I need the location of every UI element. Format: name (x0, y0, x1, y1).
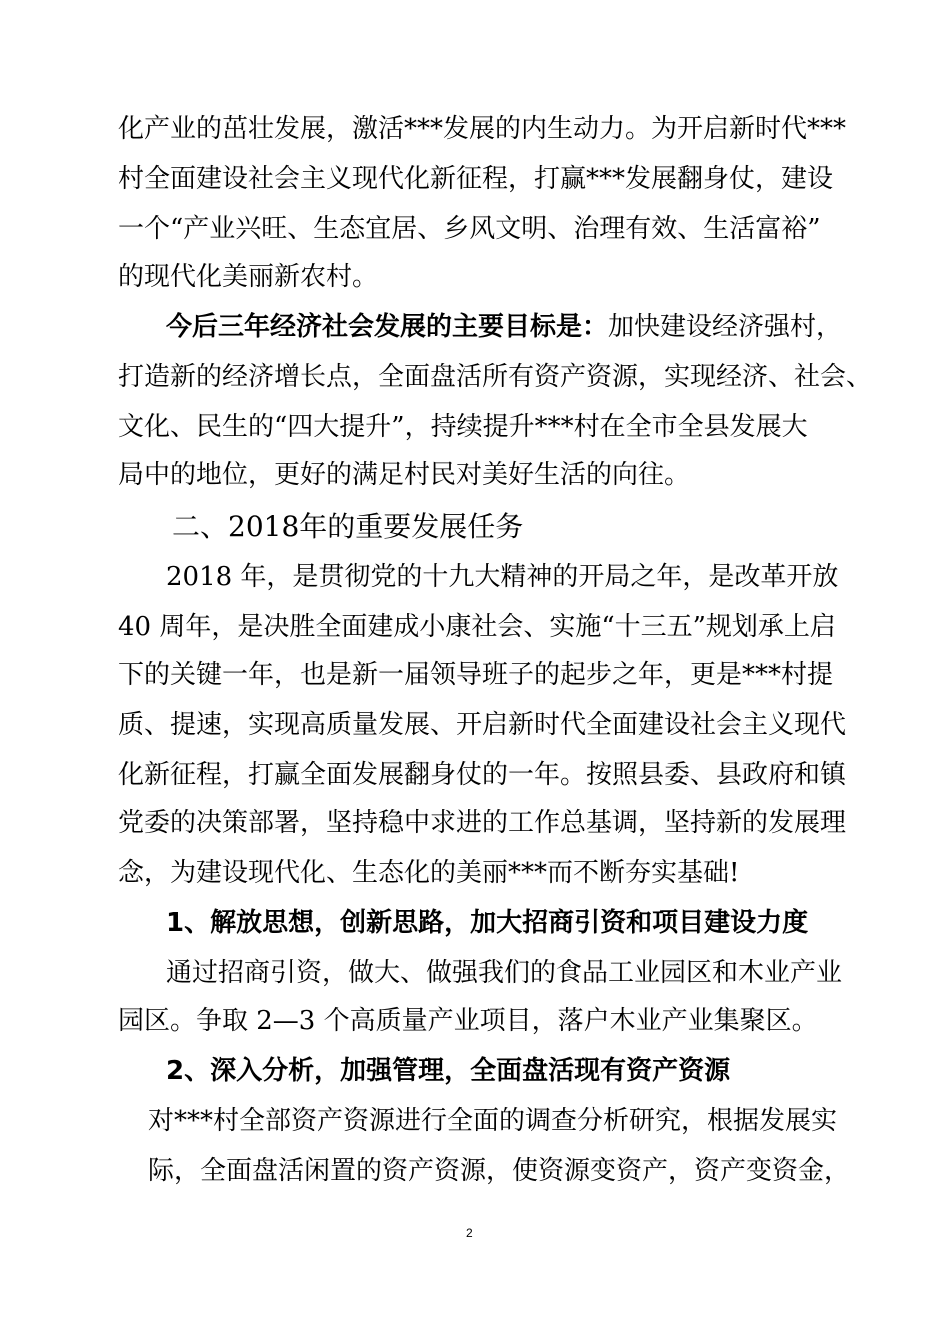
paragraph-line: 化产业的茁壮发展，激活***发展的内生动力。为开启新时代*** (118, 114, 847, 144)
page-number: 2 (466, 1226, 473, 1240)
paragraph-line: 通过招商引资，做大、做强我们的食品工业园区和木业产业 (166, 958, 843, 988)
goals-line-1 (166, 310, 842, 344)
paragraph-line: 党委的决策部署，坚持稳中求进的工作总基调，坚持新的发展理 (118, 808, 847, 838)
paragraph-line: 对***村全部资产资源进行全面的调查分析研究，根据发展实 (148, 1106, 838, 1136)
paragraph-line: 局中的地位，更好的满足村民对美好生活的向往。 (118, 460, 691, 490)
paragraph-line: 打造新的经济增长点，全面盘活所有资产资源，实现经济、社会、 (118, 362, 873, 392)
paragraph-line: 质、提速，实现高质量发展、开启新时代全面建设社会主义现代 (118, 710, 847, 740)
goals-line-1-rest: 加快建设经济强村， (608, 312, 843, 342)
paragraph-line: 文化、民生的“四大提升”，持续提升***村在全市全县发展大 (118, 412, 808, 442)
paragraph-line: 2018 年，是贯彻党的十九大精神的开局之年，是改革开放 (166, 562, 839, 592)
goals-bold-lead: 今后三年经济社会发展的主要目标是： (166, 312, 609, 342)
paragraph-line: 际，全面盘活闲置的资产资源，使资源变资产，资产变资金， (148, 1156, 851, 1186)
paragraph-line: 念，为建设现代化、生态化的美丽***而不断夯实基础! (118, 858, 740, 888)
paragraph-line: 一个“产业兴旺、生态宜居、乡风文明、治理有效、生活富裕” (118, 214, 821, 244)
item-1-heading: 1、解放思想，创新思路，加大招商引资和项目建设力度 (166, 908, 809, 938)
item-2-heading: 2、深入分析，加强管理，全面盘活现有资产资源 (166, 1056, 731, 1086)
paragraph-line: 下的关键一年，也是新一届领导班子的起步之年，更是***村提 (118, 660, 834, 690)
paragraph-line: 化新征程，打赢全面发展翻身仗的一年。按照县委、县政府和镇 (118, 760, 847, 790)
paragraph-line: 村全面建设社会主义现代化新征程，打赢***发展翻身仗，建设 (118, 164, 834, 194)
paragraph-line: 园区。争取 2—3 个高质量产业项目，落户木业产业集聚区。 (118, 1006, 818, 1036)
paragraph-line: 40 周年，是决胜全面建成小康社会、实施“十三五”规划承上启 (118, 612, 836, 642)
section-heading: 二、2018年的重要发展任务 (172, 510, 524, 543)
paragraph-line: 的现代化美丽新农村。 (118, 262, 379, 292)
